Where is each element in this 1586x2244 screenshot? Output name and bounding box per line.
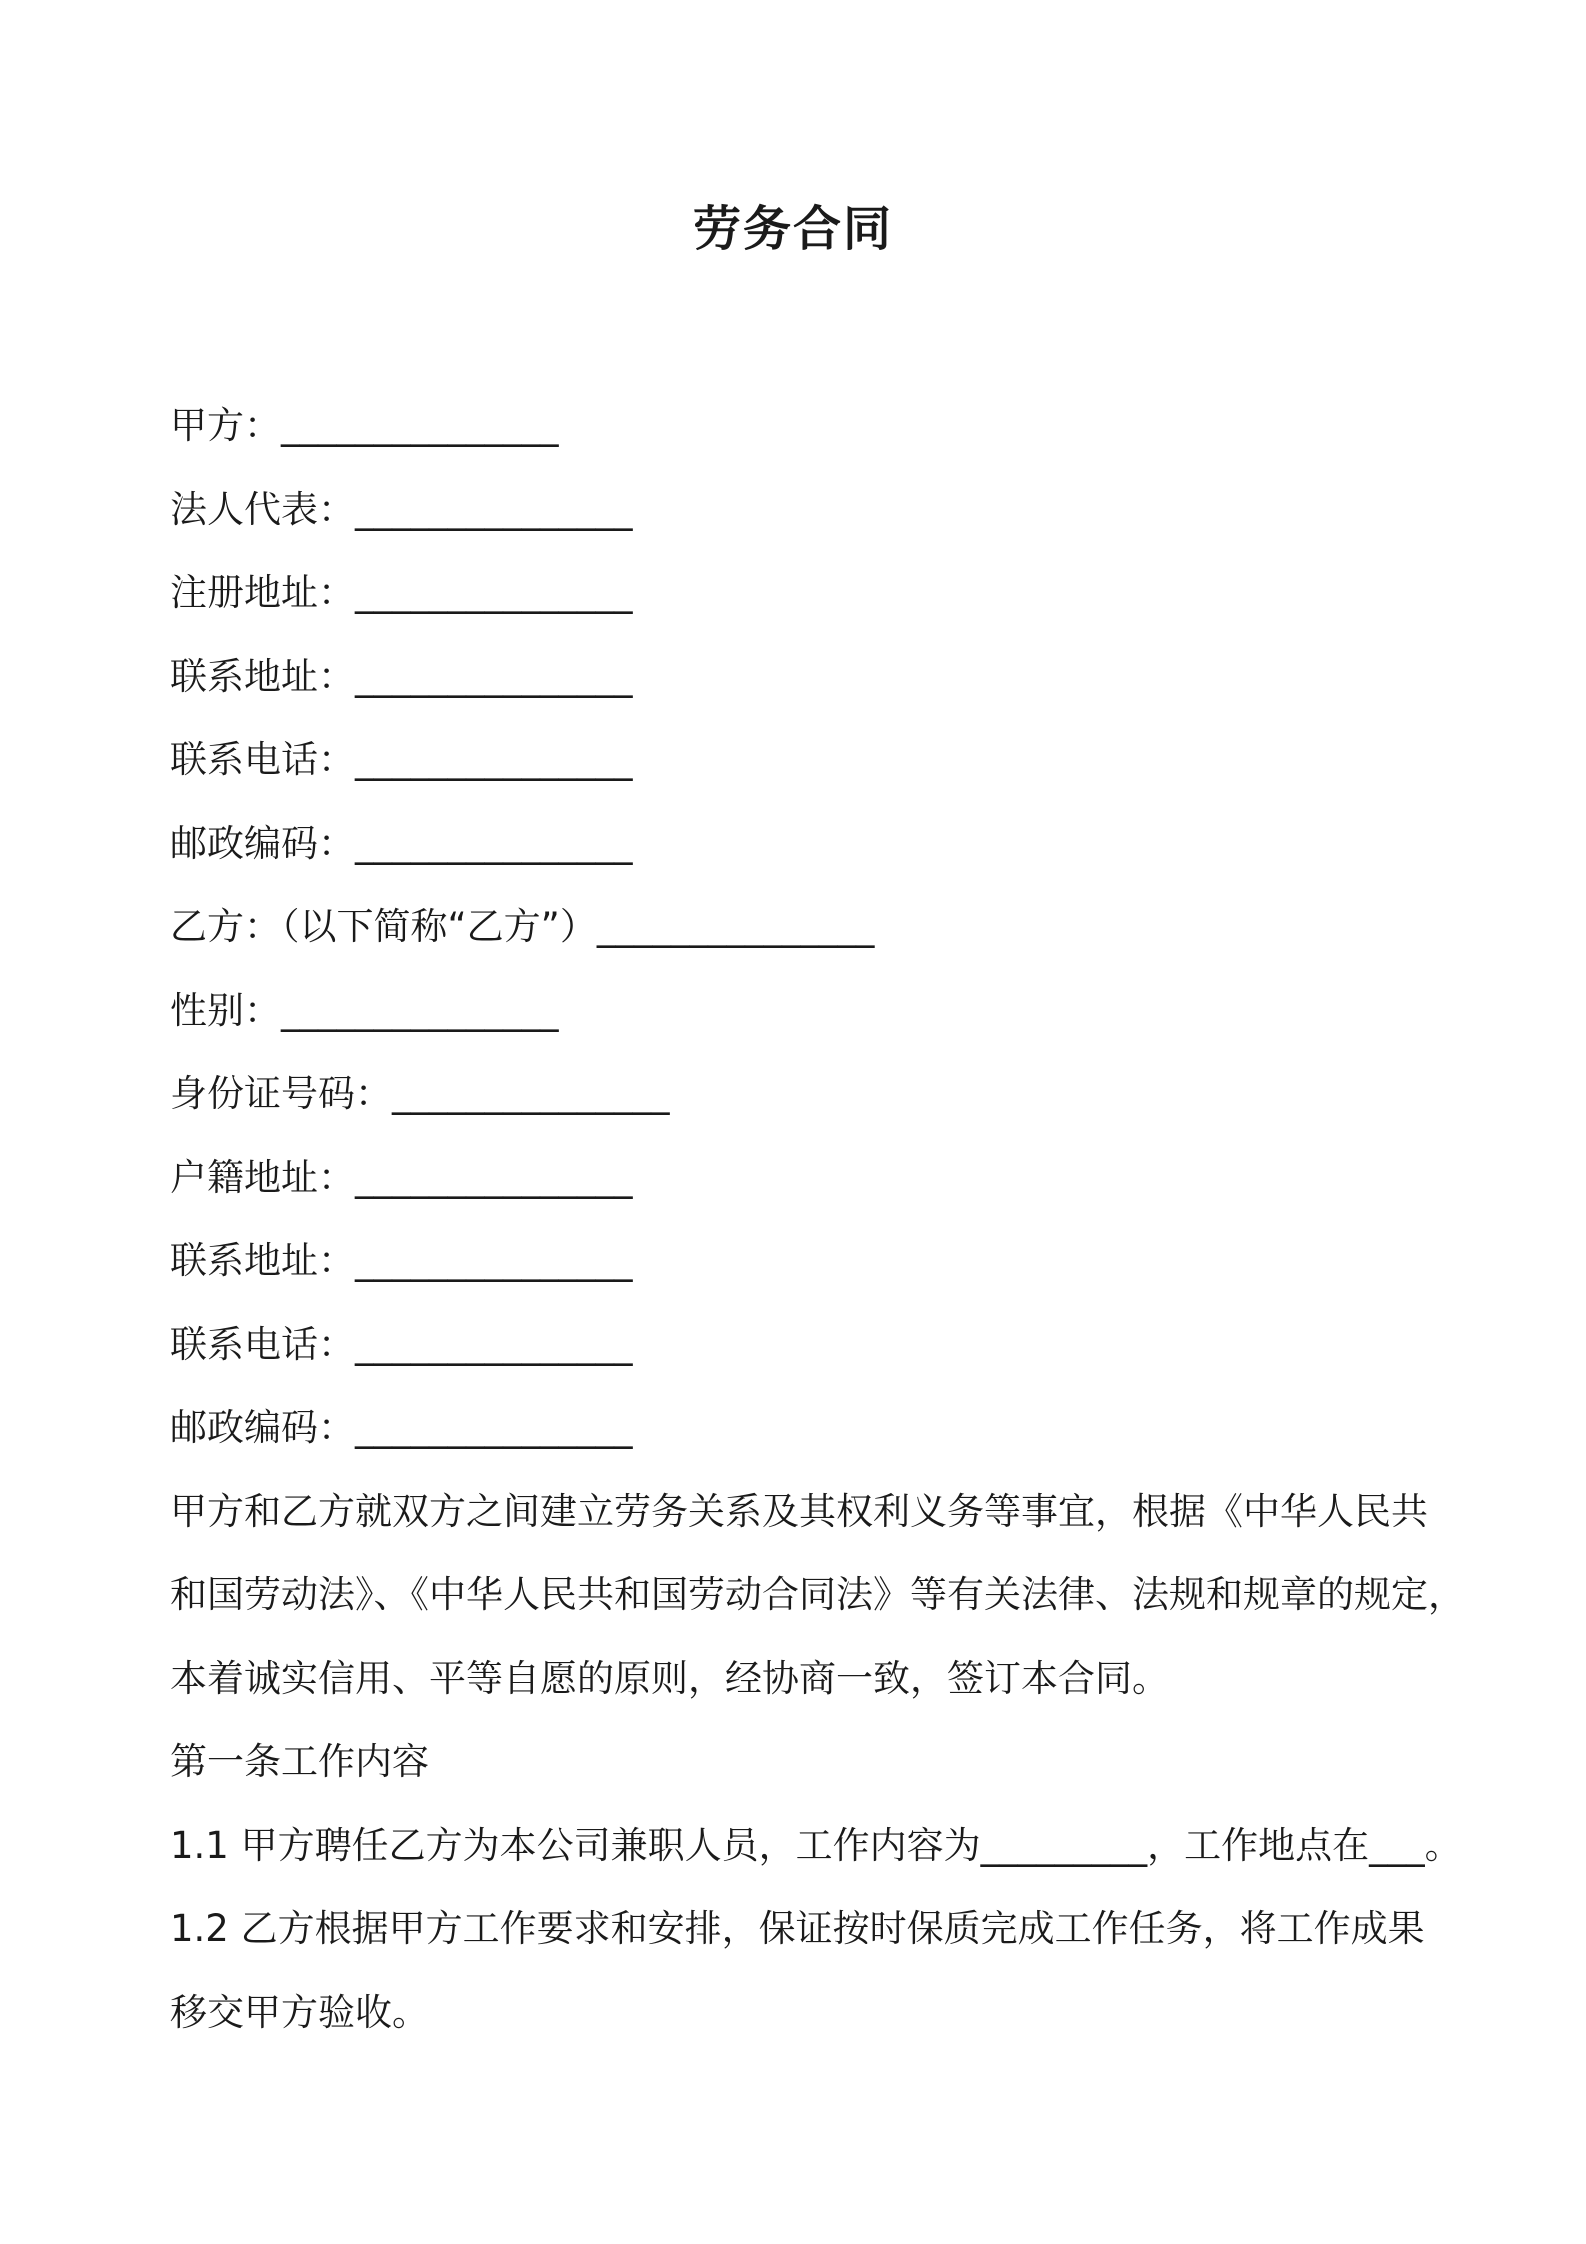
field-household-address: 户籍地址：_______________ xyxy=(170,1155,633,1199)
field-party-a: 甲方：_______________ xyxy=(170,404,559,447)
preamble-line: 和国劳动法》、《中华人民共和国劳动合同法》等有关法律、法规和规章的规定， xyxy=(170,1573,1465,1616)
field-party-a-contact-address: 联系地址：_______________ xyxy=(170,654,633,698)
preamble-line: 本着诚实信用、平等自愿的原则，经协商一致，签订本合同。 xyxy=(170,1656,1169,1700)
field-gender: 性别：_______________ xyxy=(170,988,559,1032)
document-body xyxy=(170,384,1465,2054)
field-registered-address: 注册地址：_______________ xyxy=(170,571,633,614)
field-party-b-phone: 联系电话：_______________ xyxy=(170,1322,633,1366)
clause-1-2 xyxy=(170,1887,1460,2054)
clause-1-2-line: 1.2 乙方根据甲方工作要求和安排，保证按时保质完成工作任务，将工作成果 xyxy=(170,1907,1425,1950)
preamble-line: 甲方和乙方就双方之间建立劳务关系及其权利义务等事宜，根据《中华人民共 xyxy=(170,1489,1428,1533)
clause-1-2-line: 移交甲方验收。 xyxy=(170,1990,429,2034)
field-party-b-contact-address: 联系地址：_______________ xyxy=(170,1239,633,1282)
preamble-paragraph xyxy=(170,1470,1465,1721)
field-id-number: 身份证号码：_______________ xyxy=(170,1072,670,1115)
clause-1-1: 1.1 甲方聘任乙方为本公司兼职人员，工作内容为_________，工作地点在___。 xyxy=(170,1823,1462,1867)
document-title: 劳务合同 xyxy=(692,201,893,257)
field-party-b-postcode: 邮政编码：_______________ xyxy=(170,1406,633,1449)
field-party-a-postcode: 邮政编码：_______________ xyxy=(170,821,633,865)
field-party-a-phone: 联系电话：_______________ xyxy=(170,738,633,781)
field-party-b: 乙方：（以下简称“乙方”）_______________ xyxy=(170,905,875,948)
field-legal-representative: 法人代表：_______________ xyxy=(170,487,633,531)
section-1-heading: 第一条工作内容 xyxy=(170,1740,429,1783)
